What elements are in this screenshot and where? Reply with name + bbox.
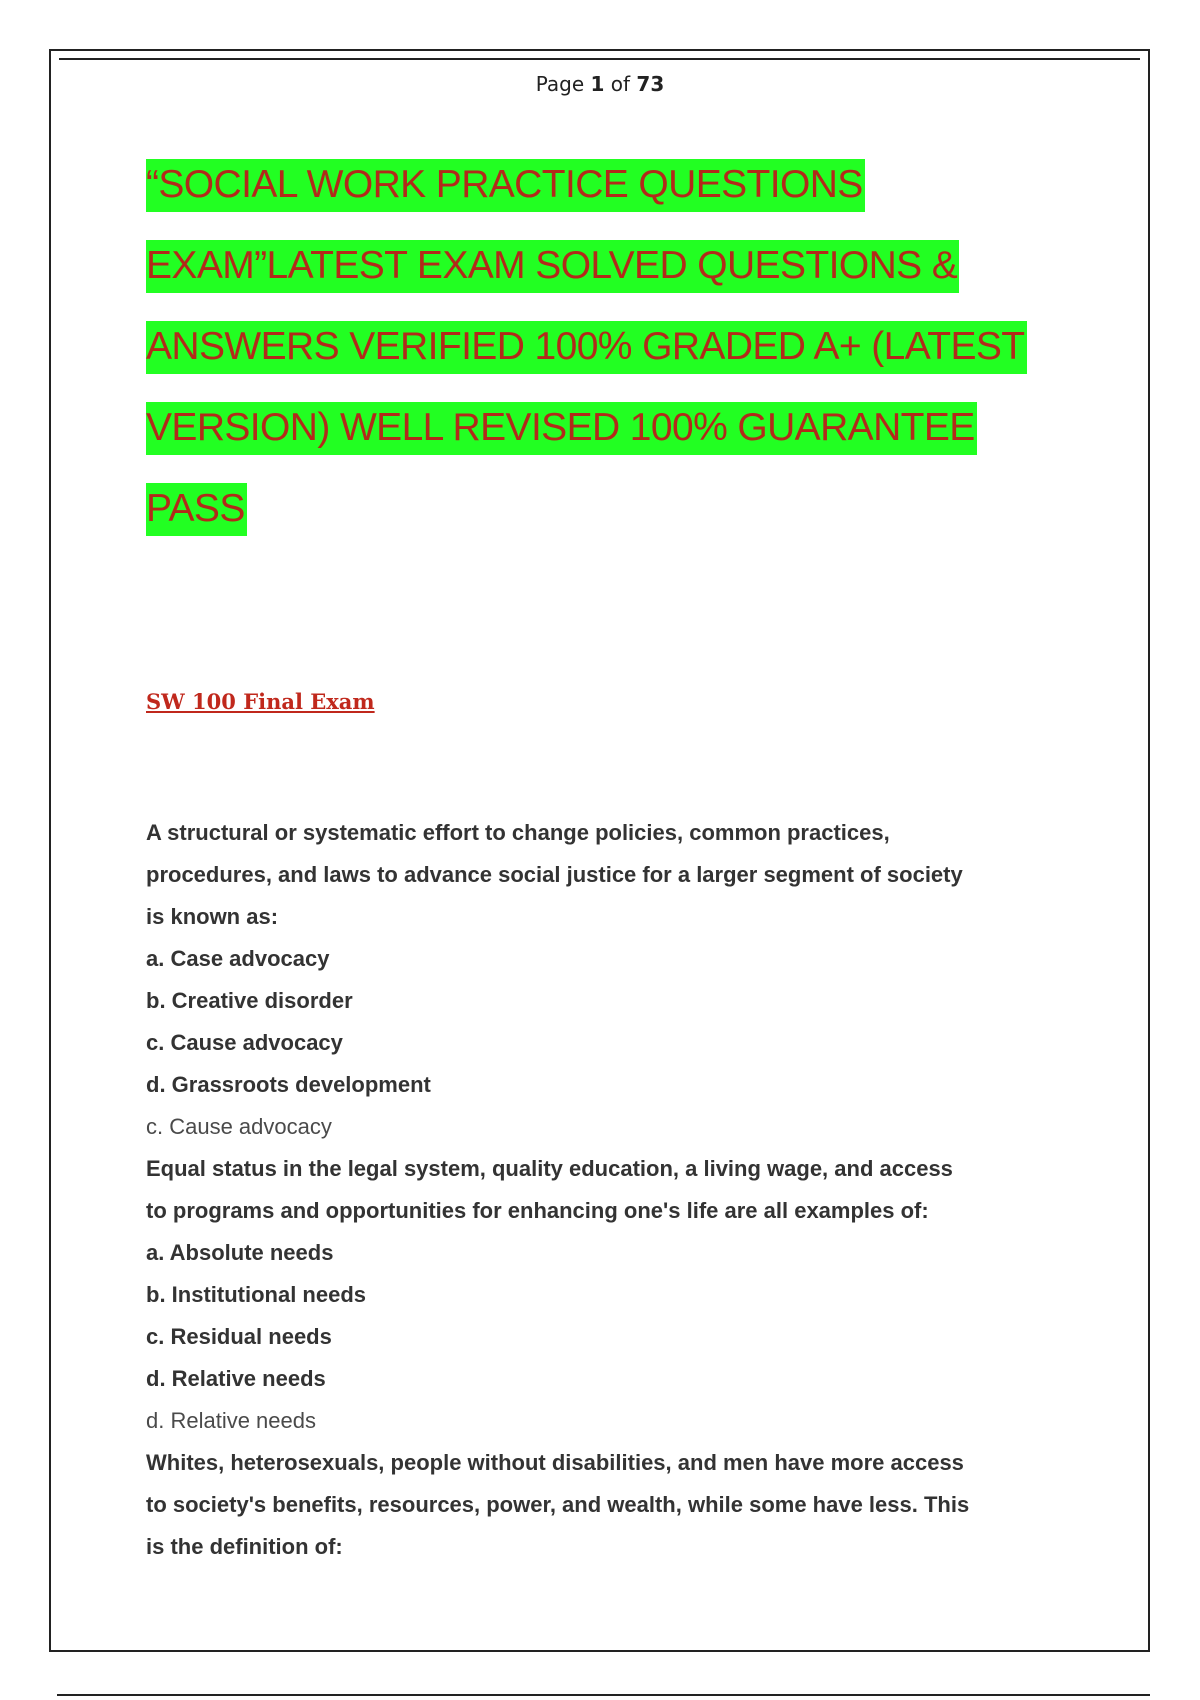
answer-option: a. Case advocacy bbox=[146, 946, 330, 971]
question-text: is known as: bbox=[146, 904, 279, 929]
answer-option: c. Residual needs bbox=[146, 1324, 332, 1349]
question-text: to society's benefits, resources, power, and wealth, while some have less. This bbox=[146, 1492, 970, 1517]
question-text: procedures, and laws to advance social justice for a larger segment of society bbox=[146, 862, 963, 887]
title-line: VERSION) WELL REVISED 100% GUARANTEE bbox=[146, 387, 1066, 468]
answer-option: c. Cause advocacy bbox=[146, 1030, 343, 1055]
page-label: Page bbox=[535, 72, 585, 96]
section-heading: SW 100 Final Exam bbox=[146, 689, 375, 714]
answer-option: a. Absolute needs bbox=[146, 1240, 334, 1265]
correct-answer: c. Cause advocacy bbox=[146, 1114, 332, 1139]
page-of: of bbox=[610, 72, 631, 96]
question-text: to programs and opportunities for enhancing one's life are all examples of: bbox=[146, 1198, 929, 1223]
page-current: 1 bbox=[590, 72, 605, 96]
question-text: Equal status in the legal system, quality education, a living wage, and access bbox=[146, 1156, 953, 1181]
title-line: PASS bbox=[146, 468, 1066, 549]
title-line: EXAM”LATEST EXAM SOLVED QUESTIONS & bbox=[146, 225, 1066, 306]
bottom-rule bbox=[57, 1694, 1150, 1696]
question-text: A structural or systematic effort to change policies, common practices, bbox=[146, 820, 890, 845]
page-number bbox=[0, 72, 1200, 96]
title-line: ANSWERS VERIFIED 100% GRADED A+ (LATEST bbox=[146, 306, 1066, 387]
correct-answer: d. Relative needs bbox=[146, 1408, 316, 1433]
top-rule bbox=[59, 58, 1140, 60]
question-list bbox=[146, 812, 1076, 1568]
answer-option: d. Grassroots development bbox=[146, 1072, 431, 1097]
answer-option: b. Institutional needs bbox=[146, 1282, 367, 1307]
question-text: Whites, heterosexuals, people without disabilities, and men have more access bbox=[146, 1450, 964, 1475]
document-title bbox=[146, 144, 1066, 549]
answer-option: d. Relative needs bbox=[146, 1366, 326, 1391]
title-line: “SOCIAL WORK PRACTICE QUESTIONS bbox=[146, 144, 1066, 225]
question-text: is the definition of: bbox=[146, 1534, 343, 1559]
answer-option: b. Creative disorder bbox=[146, 988, 353, 1013]
page-total: 73 bbox=[636, 72, 665, 96]
